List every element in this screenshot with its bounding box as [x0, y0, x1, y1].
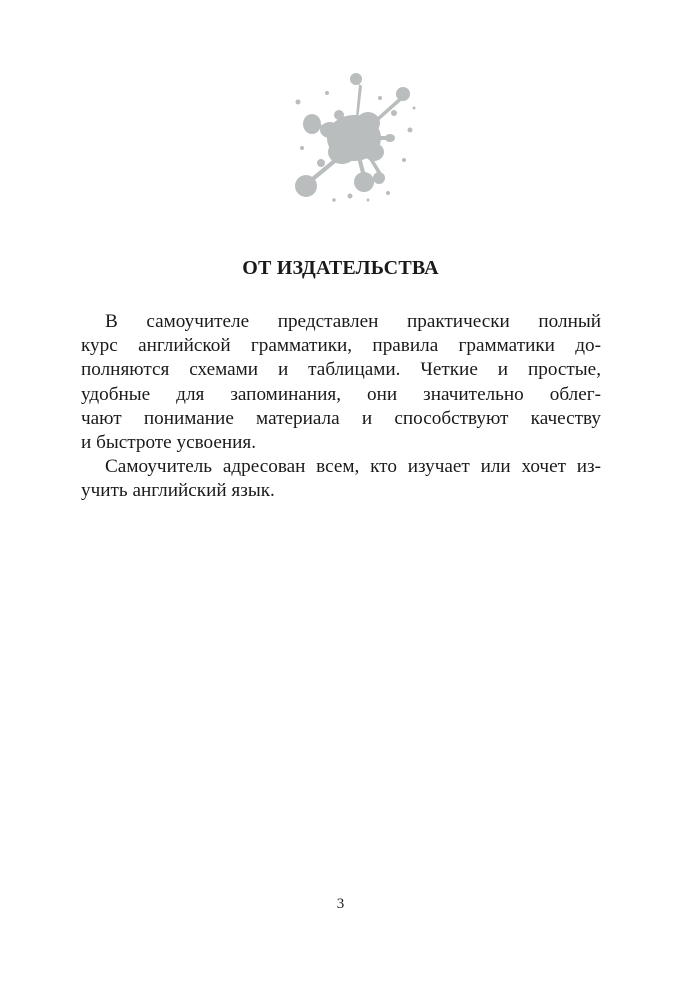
paragraph-1-line-3: полняются схемами и таблицами. Четкие и простые,	[81, 359, 601, 381]
page-number: 3	[336, 896, 345, 912]
paragraph-1-line-6: и быстроте усвоения.	[81, 431, 257, 453]
section-title: ОТ ИЗДАТЕЛЬСТВА	[242, 257, 439, 279]
body-text	[81, 310, 601, 504]
paragraph-2-line-1: Самоучитель адресован всем, кто изучает или хочет из-	[105, 456, 601, 478]
ink-splash-icon	[292, 68, 422, 208]
paragraph-1-line-1: В самоучителе представлен практически полный	[105, 311, 601, 332]
paragraph-1-line-4: удобные для запоминания, они значительно облег-	[81, 383, 601, 405]
paragraph-2-line-2: учить английский язык.	[81, 480, 275, 502]
paragraph-1-line-2: курс английской грамматики, правила грамматики до-	[81, 335, 601, 357]
paragraph-1-line-5: чают понимание материала и способствуют качеству	[81, 407, 601, 429]
